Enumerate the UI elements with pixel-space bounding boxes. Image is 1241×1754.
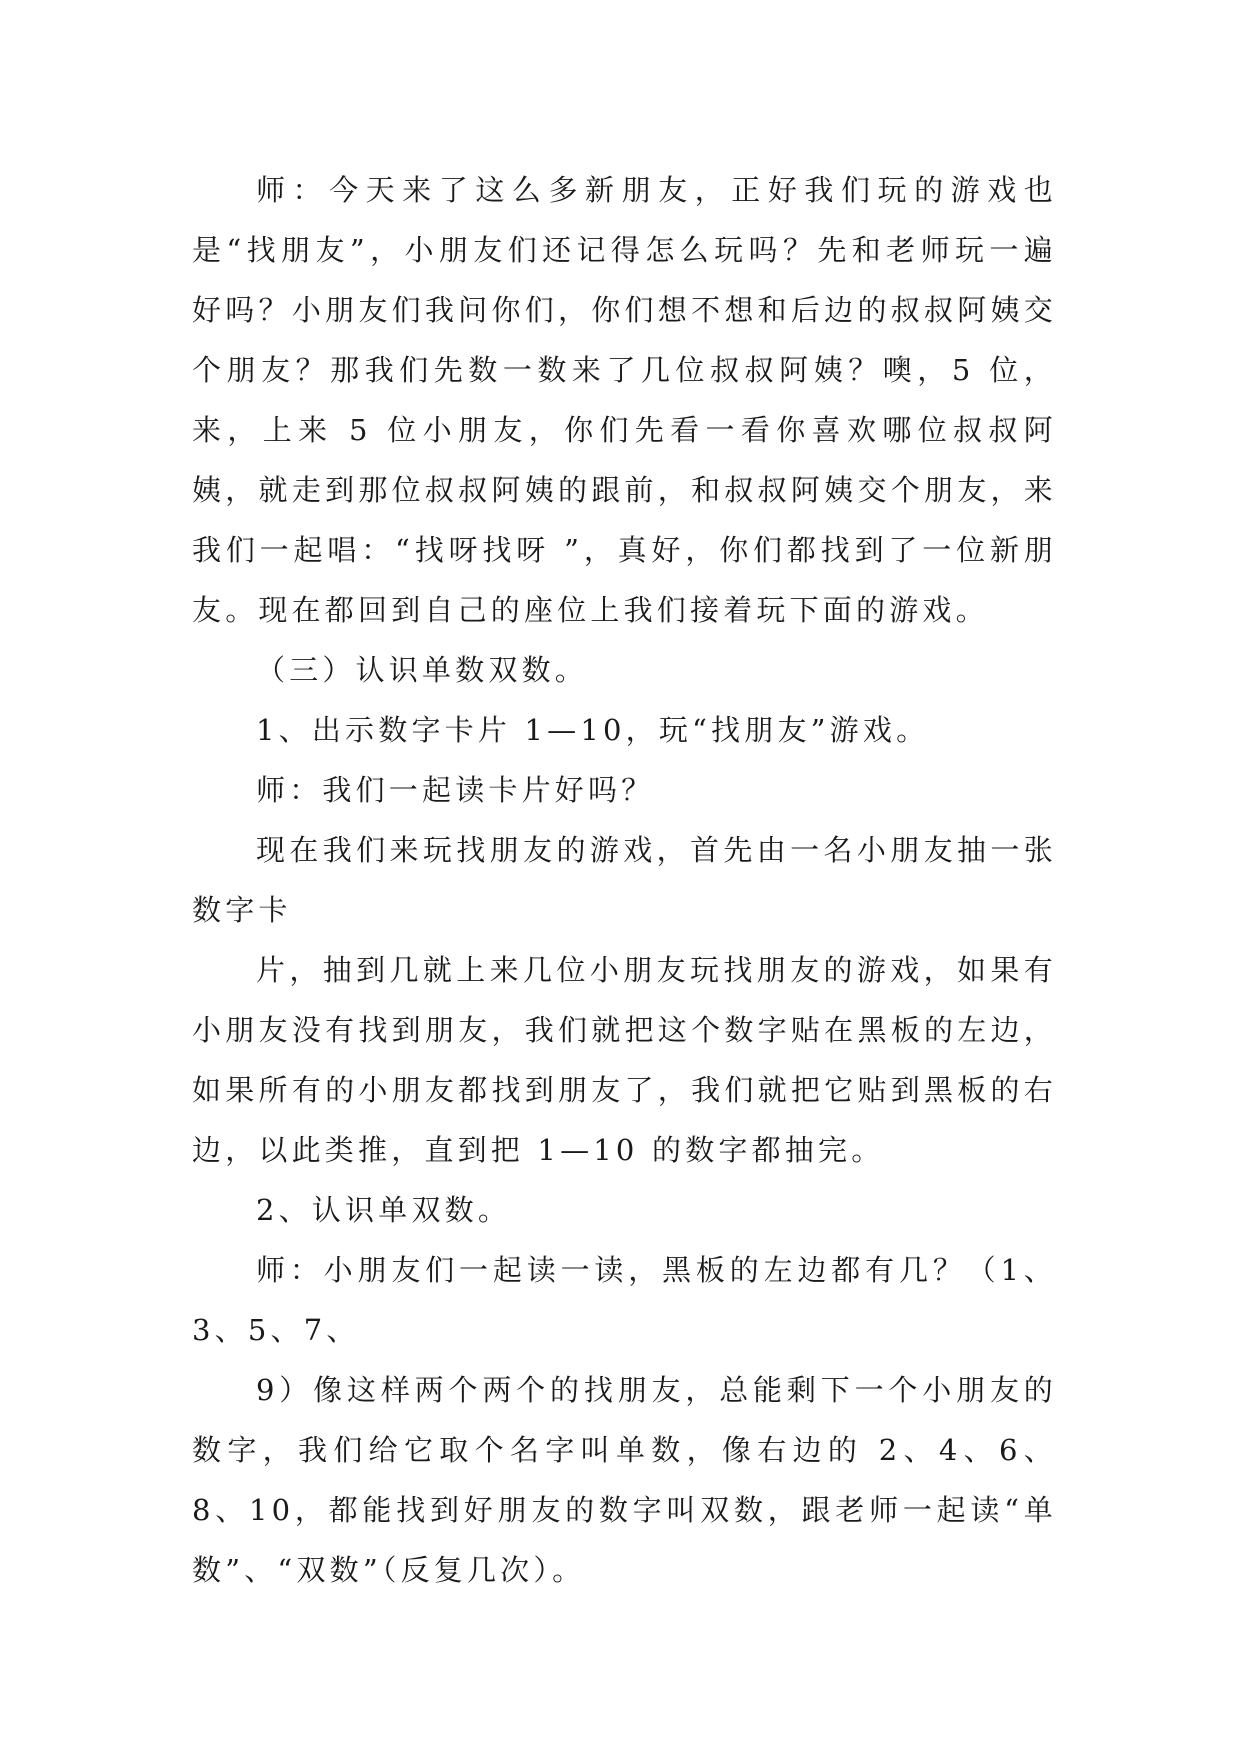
step-2-heading: 2、认识单双数。 [256, 1193, 512, 1227]
step-1-heading: 1、出示数字卡片 1—10，玩“找朋友”游戏。 [256, 713, 930, 747]
document-page [192, 160, 1057, 1600]
section-heading-odd-even: （三）认识单数双数。 [256, 653, 589, 687]
paragraph-odd-even-explained: 9）像这样两个两个的找朋友，总能剩下一个小朋友的数字，我们给它取个名字叫单数，像右边的 2、4、6、8、10，都能找到好朋友的数字叫双数，跟老师一起读“单数”、“双数”（反复几次）。 [192, 1373, 1057, 1587]
paragraph-teacher-intro: 师：今天来了这么多新朋友，正好我们玩的游戏也是“找朋友”，小朋友们还记得怎么玩吗？先和老师玩一遍好吗？小朋友们我问你们，你们想不想和后边的叔叔阿姨交个朋友？那我们先数一数来了几位叔叔阿姨？噢，5 位，来，上来 5 位小朋友，你们先看一看你喜欢哪位叔叔阿姨，就走到那位叔叔阿姨的跟前，和叔叔阿姨交个朋友，来我们一起唱：“找呀找呀 ”，真好，你们都找到了一位新朋友。现在都回到自己的座位上我们接着玩下面的游戏。 [192, 173, 1057, 627]
paragraph-game-rules: 片，抽到几就上来几位小朋友玩找朋友的游戏，如果有小朋友没有找到朋友，我们就把这个数字贴在黑板的左边，如果所有的小朋友都找到朋友了，我们就把它贴到黑板的右边，以此类推，直到把 1—10 的数字都抽完。 [192, 953, 1057, 1167]
paragraph-game-start: 现在我们来玩找朋友的游戏，首先由一名小朋友抽一张数字卡 [192, 833, 1057, 927]
paragraph-read-left: 师：小朋友们一起读一读，黑板的左边都有几？（1、3、5、7、 [192, 1253, 1057, 1347]
paragraph-read-cards: 师：我们一起读卡片好吗？ [256, 773, 655, 807]
